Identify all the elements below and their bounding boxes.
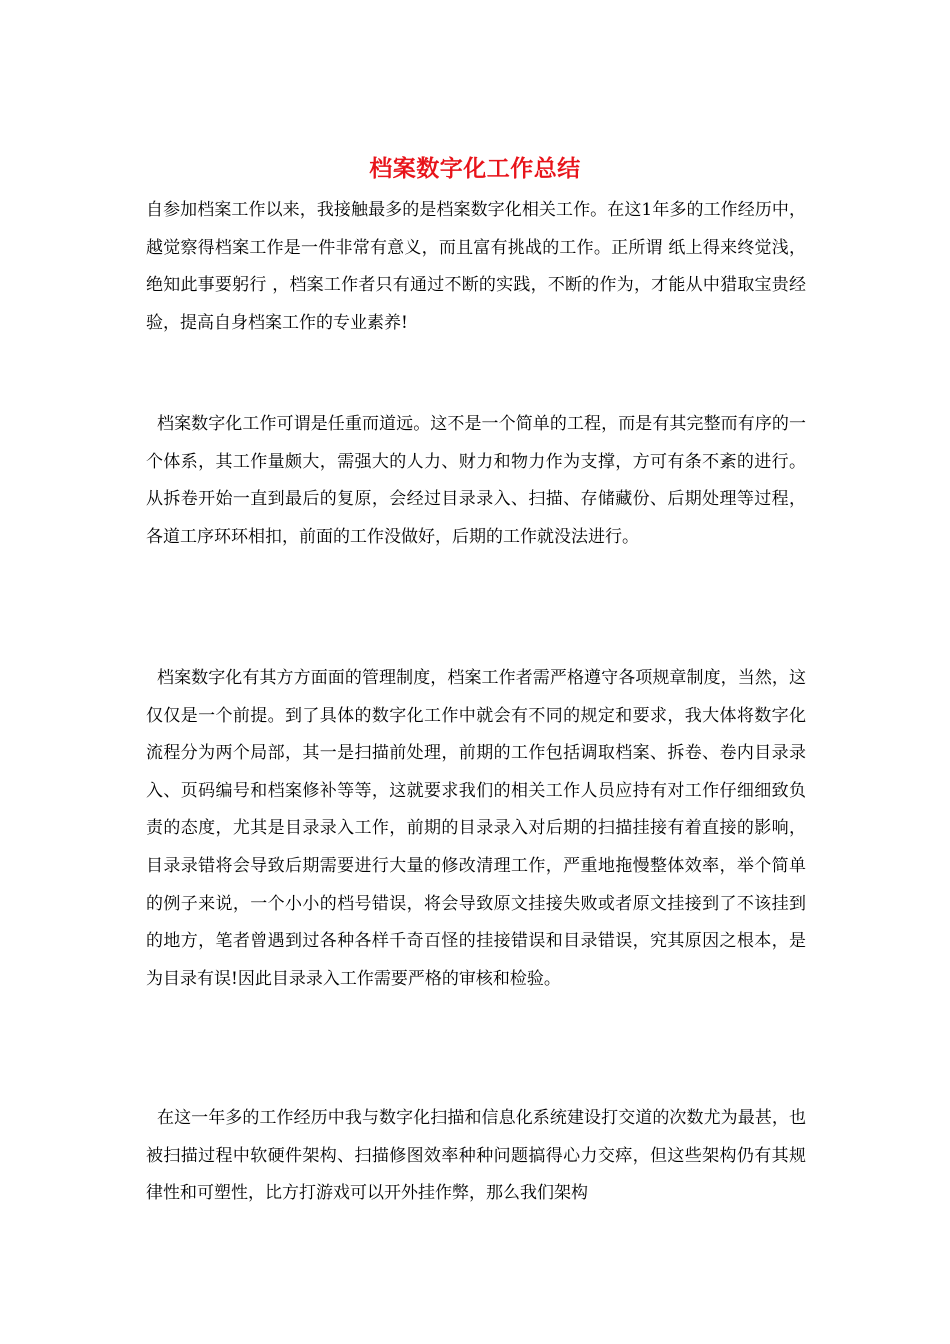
document-title: 档案数字化工作总结 bbox=[369, 155, 581, 182]
paragraph-2: 档案数字化工作可谓是任重而道远。这不是一个简单的工程，而是有其完整而有序的一个体系，其工作量颇大，需强大的人力、财力和物力作为支撑，方可有条不紊的进行。从拆卷开始一直到最后的复原，会经过目录录入、扫描、存储藏份、后期处理等过程，各道工序环环相扣，前面的工作没做好，后期的工作就没法进行。 bbox=[146, 414, 807, 547]
paragraph-1: 自参加档案工作以来，我接触最多的是档案数字化相关工作。在这1年多的工作经历中，越觉察得档案工作是一件非常有意义，而且富有挑战的工作。正所谓 纸上得来终觉浅，绝知此事要躬行 ，档案工作者只有通过不断的实践，不断的作为，才能从中猎取宝贵经验，提高自身档案工作的专业素养! bbox=[146, 200, 806, 333]
paragraph-4: 在这一年多的工作经历中我与数字化扫描和信息化系统建设打交道的次数尤为最甚，也被扫描过程中软硬件架构、扫描修图效率种种问题搞得心力交瘁，但这些架构仍有其规律性和可塑性，比方打游戏可以开外挂作弊，那么我们架构 bbox=[146, 1108, 807, 1204]
paragraph-3: 档案数字化有其方方面面的管理制度，档案工作者需严格遵守各项规章制度，当然，这仅仅是一个前提。到了具体的数字化工作中就会有不同的规定和要求，我大体将数字化流程分为两个局部，其一是扫描前处理，前期的工作包括调取档案、拆卷、卷内目录录入、页码编号和档案修补等等，这就要求我们的相关工作人员应持有对工作仔细细致负责的态度，尤其是目录录入工作，前期的目录录入对后期的扫描挂接有着直接的影响，目录录错将会导致后期需要进行大量的修改清理工作，严重地拖慢整体效率，举个简单的例子来说，一个小小的档号错误，将会导致原文挂接失败或者原文挂接到了不该挂到的地方，笔者曾遇到过各种各样千奇百怪的挂接错误和目录错误，究其原因之根本，是为目录有误!因此目录录入工作需要严格的审核和检验。 bbox=[146, 668, 807, 989]
